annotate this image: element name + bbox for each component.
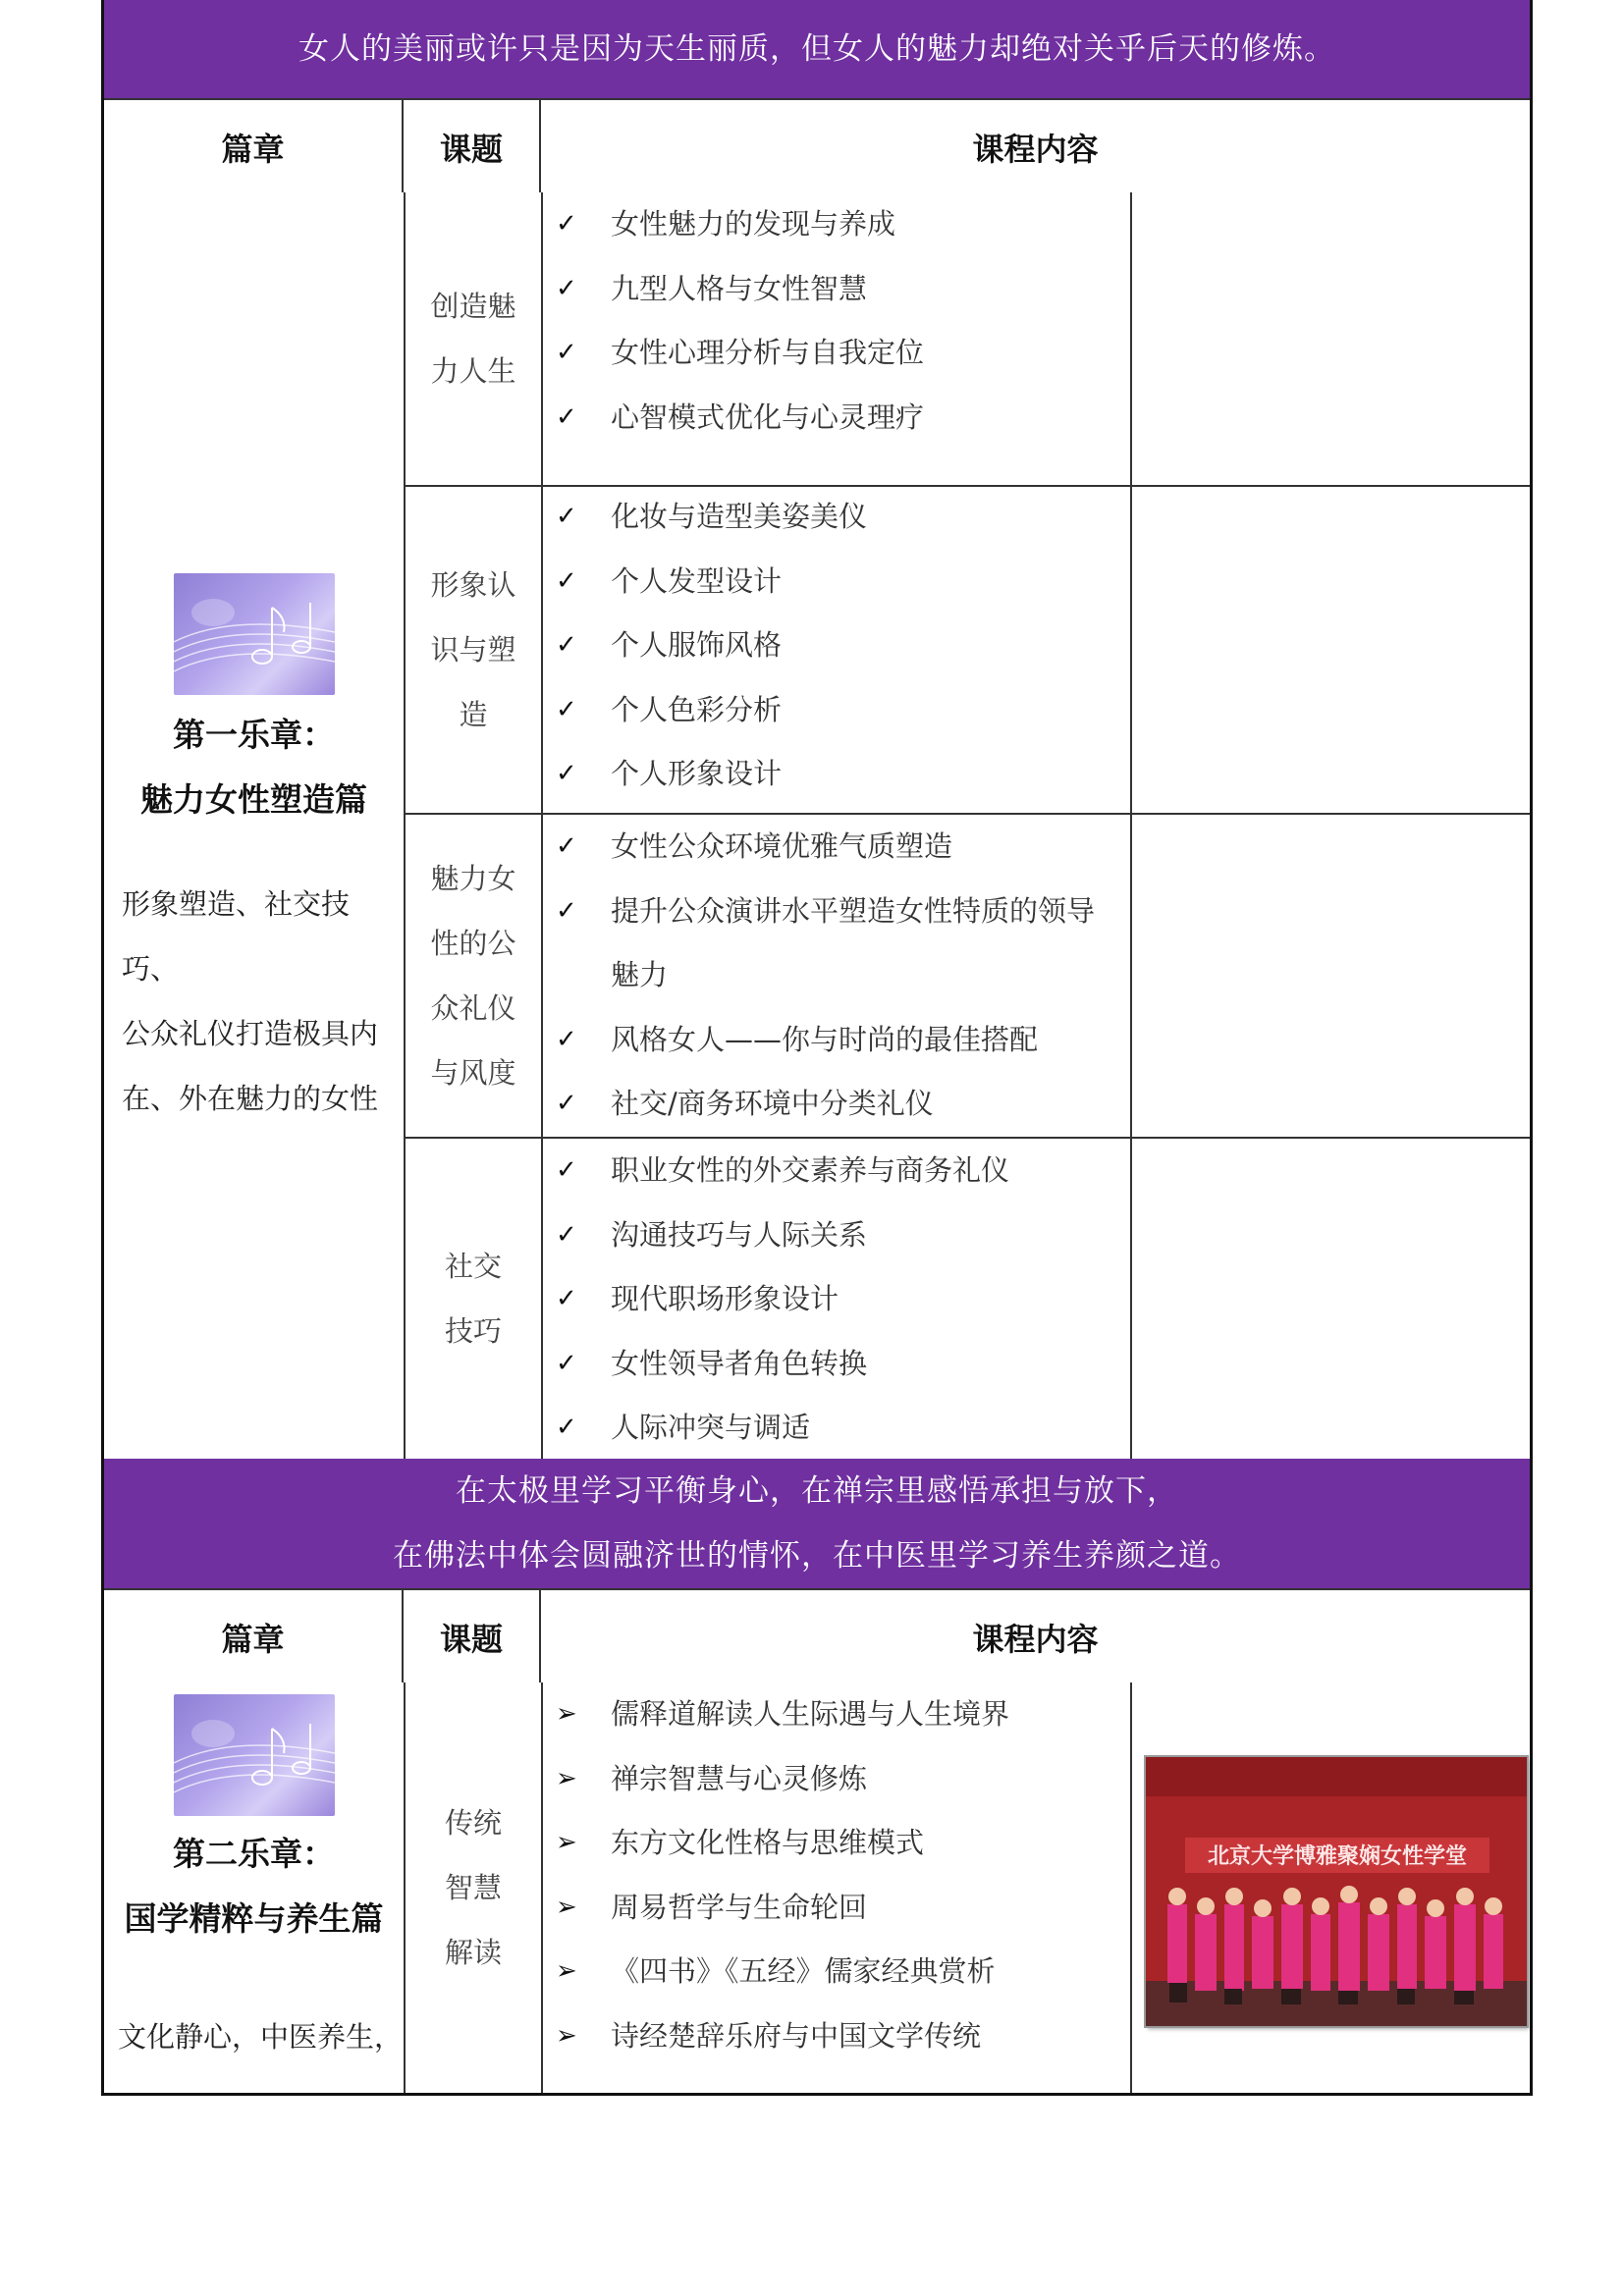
item-list [556,1139,1125,1461]
topic-line: 与风度 [430,1056,516,1090]
check-icon: ✓ [556,209,577,239]
list-item: ✓ 提升公众演讲水平塑造女性特质的领导 [556,880,1125,944]
list-item: ✓ 个人服饰风格 [556,614,1125,678]
list-item: ✓ 化妆与造型美姿美仪 [556,485,1125,550]
list-item: ✓ 风格女人——你与时尚的最佳搭配 [556,1008,1125,1073]
list-item: ✓ 女性公众环境优雅气质塑造 [556,815,1125,880]
chapter-subtitle: 国学精粹与养生篇 [124,1899,384,1938]
topic-cell [406,487,541,813]
arrow-bullet-icon: ➢ [556,1956,577,1986]
chapter-title: 第一乐章： [173,716,335,754]
arrow-bullet-icon: ➢ [556,1699,577,1729]
list-item: ➢ 儒释道解读人生际遇与人生境界 [556,1682,1125,1747]
arrow-bullet-icon: ➢ [556,1828,577,1857]
topic-line: 性的公 [430,927,516,960]
topic-line: 创造魅 [430,290,516,323]
item-list [556,1682,1125,2068]
chapter-desc-line: 文化静心，中医养生， [118,2020,404,2054]
check-icon: ✓ [556,338,577,367]
header-content: 课程内容 [972,1621,1099,1658]
item-list [556,192,1125,450]
header-chapter: 篇章 [104,100,404,194]
list-item: ✓ 人际冲突与调适 [556,1396,1125,1461]
table-header-2 [104,1588,1530,1686]
list-item: ➢ 周易哲学与生命轮回 [556,1876,1125,1941]
table-header-1 [104,98,1530,196]
topic-line: 解读 [444,1936,502,1969]
col-divider [1130,1682,1132,2093]
list-item: ✓ 女性心理分析与自我定位 [556,321,1125,386]
check-icon: ✓ [556,502,577,531]
check-icon: ✓ [556,1219,577,1250]
group-photo-drawing [1146,1757,1527,2026]
header-chapter: 篇章 [104,1590,404,1684]
list-item: ✓ 个人形象设计 [556,742,1125,807]
check-icon: ✓ [556,630,577,660]
chapter-desc-line: 形象塑造、社交技巧、 [122,887,351,986]
chapter-1 [104,573,404,1131]
check-icon: ✓ [556,401,577,432]
list-item: ✓ 沟通技巧与人际关系 [556,1203,1125,1268]
arrow-bullet-icon: ➢ [556,2020,577,2051]
list-item: ✓ 个人色彩分析 [556,678,1125,743]
check-icon: ✓ [556,1155,577,1185]
col-divider [541,1682,543,2093]
list-item: ➢ 《四书》《五经》儒家经典赏析 [556,1940,1125,2004]
photo-banner-text: 北京大学博雅聚娴女性学堂 [1207,1844,1468,1869]
music-notes-image [174,1694,335,1816]
list-item: ➢ 诗经楚辞乐府与中国文学传统 [556,2004,1125,2069]
list-item: 魅力 [611,958,669,991]
check-icon: ✓ [556,759,577,788]
topic-cell [406,192,541,485]
chapter-2 [104,1694,404,2069]
list-item: ✓ 现代职场形象设计 [556,1267,1125,1332]
check-icon: ✓ [556,1413,577,1442]
check-icon: ✓ [556,895,577,926]
course-document [101,0,1533,2096]
topic-cell [406,1139,541,1459]
item-list [556,815,1125,1137]
group-photo [1146,1757,1527,2026]
section-1 [104,192,1530,1459]
check-icon: ✓ [556,1089,577,1118]
check-icon: ✓ [556,565,577,596]
arrow-bullet-icon: ➢ [556,1763,577,1793]
list-item: ✓ 社交/商务环境中分类礼仪 [556,1072,1125,1137]
quote-line: 在太极里学习平衡身心，在禅宗里感悟承担与放下， [456,1473,1178,1509]
chapter-subtitle: 魅力女性塑造篇 [140,780,367,819]
topic-line: 识与塑 [430,633,516,667]
topic-cell [406,1682,541,2093]
list-item: ✓ 职业女性的外交素养与商务礼仪 [556,1139,1125,1203]
topic-line: 众礼仪 [430,991,516,1025]
list-item: ✓ 女性魅力的发现与养成 [556,192,1125,257]
quote-line: 女人的美丽或许只是因为天生丽质，但女人的魅力却绝对关乎后天的修炼。 [298,31,1335,67]
list-item: ✓ 心智模式优化与心灵理疗 [556,386,1125,451]
topic-line: 传统 [444,1806,502,1840]
check-icon: ✓ [556,1348,577,1378]
quote-line: 在佛法中体会圆融济世的情怀，在中医里学习养生养颜之道。 [393,1538,1241,1574]
col-divider [541,192,543,1459]
topic-line: 力人生 [430,354,516,388]
list-item: ✓ 九型人格与女性智慧 [556,257,1125,322]
header-content: 课程内容 [972,131,1099,168]
check-icon: ✓ [556,1284,577,1313]
list-item: ✓ 个人发型设计 [556,550,1125,614]
item-list [556,485,1125,807]
col-divider [1130,192,1132,1459]
topic-line: 形象认 [430,568,516,602]
check-icon: ✓ [556,694,577,724]
header-topic: 课题 [404,1590,541,1684]
topic-cell [406,815,541,1137]
chapter-title: 第二乐章： [173,1835,335,1873]
arrow-bullet-icon: ➢ [556,1892,577,1922]
topic-line: 智慧 [444,1871,502,1904]
header-topic: 课题 [404,100,541,194]
quote-band-1 [104,0,1530,98]
list-item: ➢ 东方文化性格与思维模式 [556,1811,1125,1876]
chapter-desc-line: 公众礼仪打造极具内 [122,1017,379,1050]
topic-line: 魅力女 [430,862,516,895]
check-icon: ✓ [556,273,577,303]
topic-line: 社交 [444,1250,502,1283]
list-item: ➢ 禅宗智慧与心灵修炼 [556,1747,1125,1812]
chapter-desc-line: 在、外在魅力的女性 [122,1082,379,1115]
topic-line: 技巧 [444,1314,502,1348]
list-item: ✓ 女性领导者角色转换 [556,1332,1125,1397]
quote-band-2 [104,1459,1530,1588]
music-notes-image [174,573,335,695]
topic-line: 造 [459,698,488,731]
section-2 [104,1682,1530,2093]
check-icon: ✓ [556,1024,577,1054]
check-icon: ✓ [556,831,577,861]
